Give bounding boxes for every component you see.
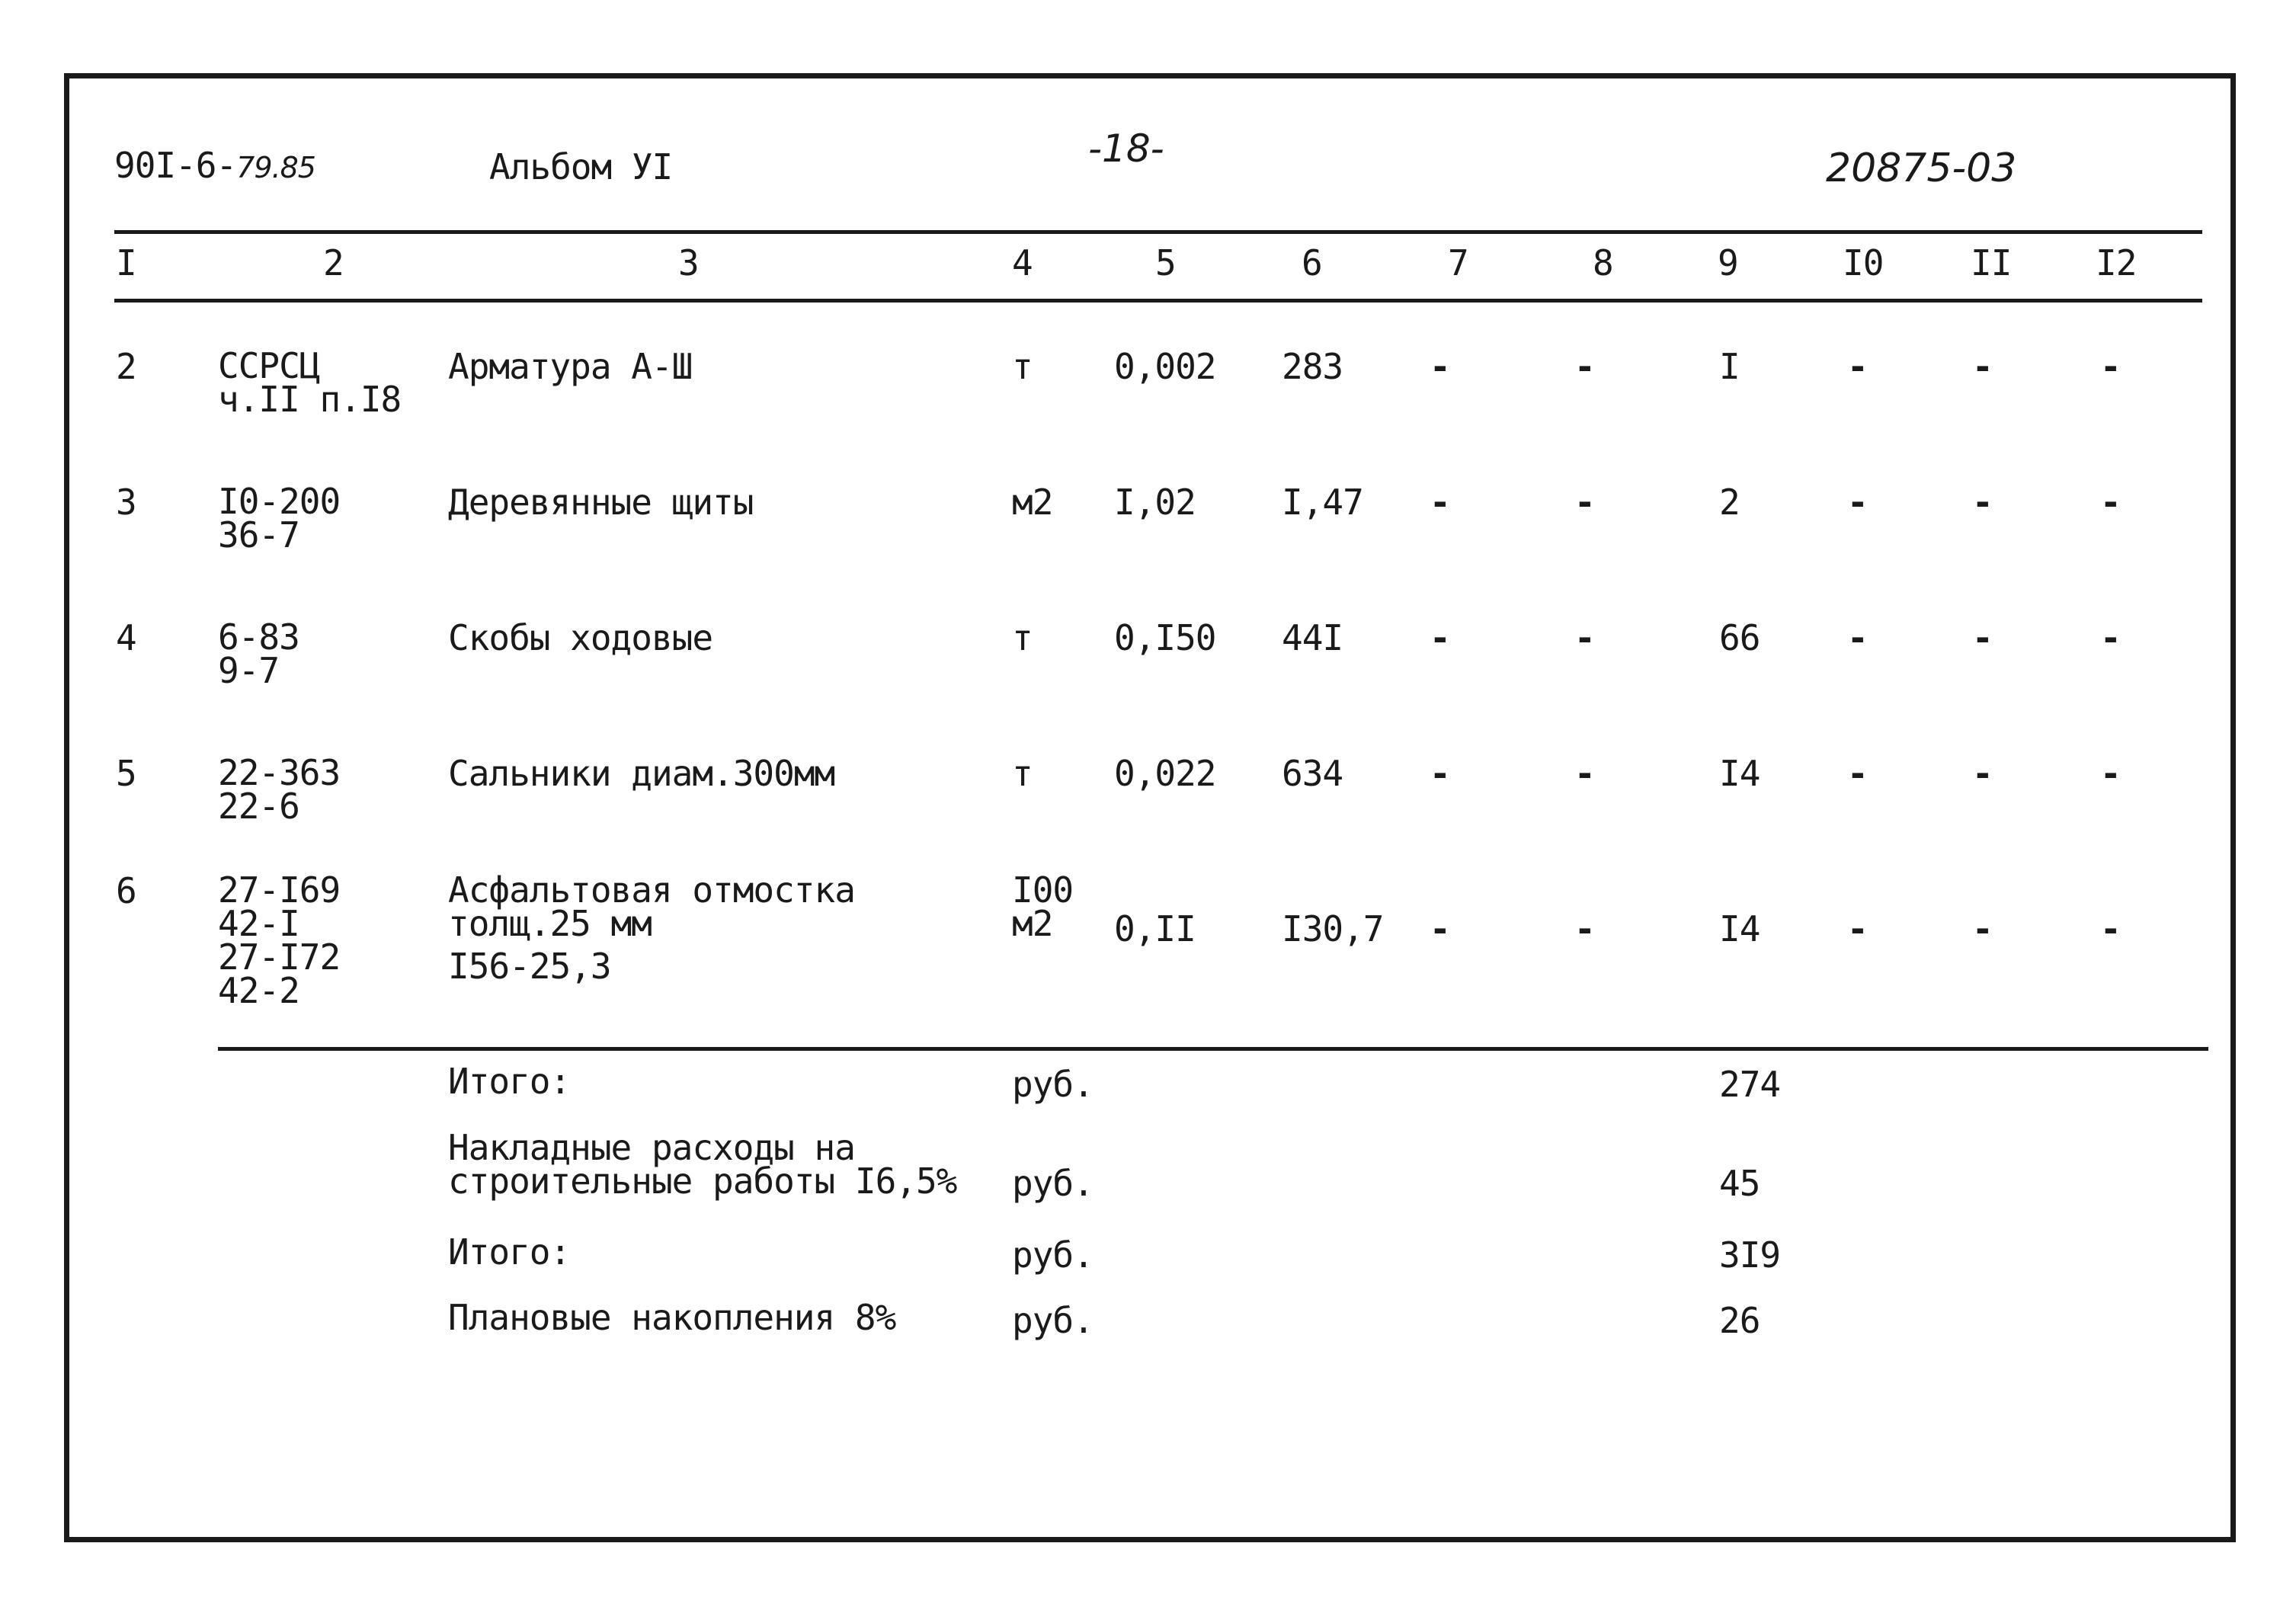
column-header: 2 [323,242,344,283]
cell-7: - [1430,617,1450,658]
cell-10: - [1847,617,1868,658]
total-label: Итого: [448,1061,571,1102]
unit: т [1012,617,1033,658]
total-label-line: Накладные расходы на [448,1127,855,1168]
column-header: 5 [1155,242,1176,283]
quantity: 0,022 [1114,753,1216,794]
cost-value: I4 [1719,753,1760,794]
rate-code-line: ч.II п.I8 [218,379,402,420]
total-value: 26 [1719,1300,1760,1341]
rate-code-line: ССРСЦ [218,345,320,386]
item-name-line: толщ.25 мм [448,903,652,944]
cell-10: - [1847,346,1868,387]
rate-code-line: I0-200 [218,481,341,522]
total-unit: руб. [1012,1163,1094,1204]
cell-11: - [1972,908,1993,949]
cell-12: - [2100,346,2121,387]
rate-code-line: 42-2 [218,970,299,1011]
cost-value: 66 [1719,617,1760,658]
totals-rule [218,1047,2208,1051]
column-header: 7 [1448,242,1468,283]
total-label [448,1127,957,1202]
total-value: 45 [1719,1163,1760,1204]
unit: т [1012,346,1033,387]
rate-code-line: 22-6 [218,786,299,827]
column-header: 4 [1012,242,1033,283]
column-header: I0 [1843,242,1884,283]
cell-11: - [1972,482,1993,523]
cell-12: - [2100,482,2121,523]
item-name: Деревянные щиты [448,482,754,523]
column-header: 6 [1302,242,1322,283]
column-header: 9 [1718,242,1738,283]
unit: м2 [1012,482,1053,523]
rate-code-line: 36-7 [218,514,299,555]
cell-12: - [2100,753,2121,794]
rate-code-line: 27-I72 [218,936,341,978]
cell-11: - [1972,617,1993,658]
item-name-line: I56-25,3 [448,946,611,987]
cell-8: - [1574,908,1595,949]
total-label: Итого: [448,1231,571,1273]
cost-value: 2 [1719,482,1740,523]
total-unit: руб. [1012,1064,1094,1105]
total-unit: руб. [1012,1234,1094,1276]
total-label-line: строительные работы I6,5% [448,1161,957,1202]
cell-7: - [1430,346,1450,387]
cell-8: - [1574,617,1595,658]
quantity: 0,II [1114,908,1196,949]
cell-10: - [1847,753,1868,794]
cell-10: - [1847,908,1868,949]
rate-code-line: 22-363 [218,752,341,793]
item-name: Сальники диам.300мм [448,753,835,794]
column-header: II [1971,242,2012,283]
total-label: Плановые накопления 8% [448,1297,896,1338]
cell-7: - [1430,482,1450,523]
item-name [448,869,855,987]
row-number: 3 [116,482,136,523]
page-frame [64,73,2236,1542]
quantity: 0,I50 [1114,617,1216,658]
rate-code [218,481,341,555]
column-header: I2 [2096,242,2137,283]
rate-code [218,345,402,420]
album-label: Альбом УI [489,146,673,187]
cell-12: - [2100,617,2121,658]
unit: т [1012,753,1033,794]
unit-price: I,47 [1282,482,1363,523]
column-header: 8 [1593,242,1613,283]
document-code-printed: 90I-6- [114,145,237,186]
cell-11: - [1972,753,1993,794]
unit [1012,869,1074,944]
total-unit: руб. [1012,1300,1094,1341]
quantity: I,02 [1114,482,1196,523]
cell-12: - [2100,908,2121,949]
unit-price: 634 [1282,753,1343,794]
unit-price: 283 [1282,346,1343,387]
item-name-line: Асфальтовая отмостка [448,869,855,911]
row-number: 6 [116,870,136,911]
item-name: Скобы ходовые [448,617,713,658]
cell-8: - [1574,482,1595,523]
rate-code-line: 6-83 [218,616,299,658]
cell-7: - [1430,753,1450,794]
cell-7: - [1430,908,1450,949]
header-bottom-rule [114,299,2202,303]
document-number: 20875-03 [1826,146,2017,191]
cost-value: I4 [1719,908,1760,949]
total-value: 274 [1719,1064,1781,1105]
unit-line: м2 [1012,903,1053,944]
quantity: 0,002 [1114,346,1216,387]
rate-code-line: 27-I69 [218,869,341,911]
rate-code-line: 42-I [218,903,299,944]
cost-value: I [1719,346,1740,387]
rate-code [218,616,299,691]
rate-code [218,752,341,827]
unit-line: I00 [1012,869,1074,911]
cell-8: - [1574,346,1595,387]
document-code [114,145,315,187]
rate-code-line: 9-7 [218,650,280,691]
column-header: 3 [678,242,699,283]
cell-10: - [1847,482,1868,523]
rate-code [218,869,341,1011]
page-number: -18- [1088,126,1164,171]
column-header: I [116,242,136,283]
row-number: 4 [116,617,136,658]
row-number: 2 [116,346,136,387]
document-code-handwritten: 79.85 [236,151,315,184]
header-top-rule [114,230,2202,234]
cell-8: - [1574,753,1595,794]
row-number: 5 [116,753,136,794]
unit-price: 44I [1282,617,1343,658]
cell-11: - [1972,346,1993,387]
total-value: 3I9 [1719,1234,1781,1276]
item-name: Арматура А-Ш [448,346,693,387]
unit-price: I30,7 [1282,908,1384,949]
